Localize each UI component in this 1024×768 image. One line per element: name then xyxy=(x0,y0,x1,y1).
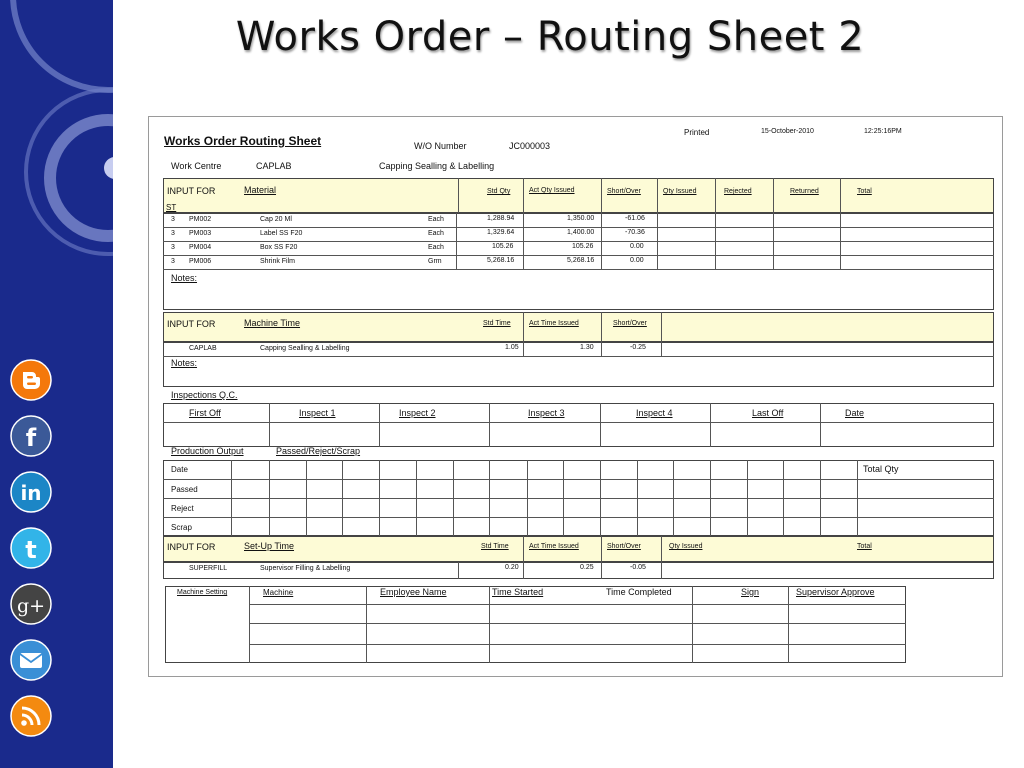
row-std-time: 1.05 xyxy=(505,344,519,351)
material-col-short-over: Short/Over xyxy=(607,188,641,195)
sheet-title: Works Order Routing Sheet xyxy=(164,134,322,148)
material-header-box xyxy=(163,178,994,213)
signoff-col-machine: Machine xyxy=(263,588,294,597)
setup-col-qty-issued: Qty Issued xyxy=(669,543,703,550)
material-col-rejected: Rejected xyxy=(724,188,752,195)
row-std-qty: 105.26 xyxy=(492,243,514,250)
row-act-time: 0.25 xyxy=(580,564,594,571)
machine-col-std-time: Std Time xyxy=(483,320,511,327)
svg-text:t: t xyxy=(25,536,37,564)
material-heading: Material xyxy=(244,185,277,195)
wo-number-value: JC000003 xyxy=(509,141,551,151)
setup-col-act-time: Act Time Issued xyxy=(529,543,579,550)
row-std-time: 0.20 xyxy=(505,564,519,571)
machine-col-short-over: Short/Over xyxy=(613,320,647,327)
machine-col-act-time: Act Time Issued xyxy=(529,320,579,327)
inspection-col-inspect-3: Inspect 3 xyxy=(528,408,565,418)
row-short-over: -61.06 xyxy=(625,215,645,222)
signoff-col-sign: Sign xyxy=(741,587,760,597)
rss-icon[interactable] xyxy=(10,695,52,737)
row-desc: Cap 20 Ml xyxy=(260,216,292,223)
row-short-over: -70.36 xyxy=(625,229,645,236)
production-row-passed: Passed xyxy=(171,485,198,494)
row-desc: Supervisor Filling & Labelling xyxy=(260,565,351,572)
setup-heading: Set-Up Time xyxy=(244,541,295,551)
facebook-icon[interactable] xyxy=(10,415,52,457)
printed-date: 15-October-2010 xyxy=(761,128,814,135)
row-act-qty: 105.26 xyxy=(572,243,594,250)
setup-col-short-over: Short/Over xyxy=(607,543,641,550)
material-notes-label: Notes: xyxy=(171,273,198,283)
linkedin-icon[interactable] xyxy=(10,471,52,513)
inspections-table xyxy=(163,403,994,447)
blogger-icon[interactable] xyxy=(10,359,52,401)
setup-input-for: INPUT FOR xyxy=(167,542,216,552)
slide-title: Works Order – Routing Sheet 2 xyxy=(235,14,865,60)
material-col-total: Total xyxy=(857,188,872,195)
row-act-qty: 1,400.00 xyxy=(567,229,595,236)
work-centre-label: Work Centre xyxy=(171,161,222,171)
row-act-time: 1.30 xyxy=(580,344,594,351)
inspection-col-inspect-1: Inspect 1 xyxy=(299,408,336,418)
machine-input-for: INPUT FOR xyxy=(167,319,216,329)
wo-number-label: W/O Number xyxy=(414,141,467,151)
row-uom: Grm xyxy=(428,258,442,265)
row-desc: Capping Sealling & Labelling xyxy=(260,345,350,352)
decorative-rings xyxy=(0,0,113,290)
row-seq: 3 xyxy=(171,216,175,223)
work-centre-desc: Capping Sealling & Labelling xyxy=(379,161,495,171)
row-code: PM002 xyxy=(189,216,212,223)
row-std-qty: 1,288.94 xyxy=(487,215,515,222)
work-centre-code: CAPLAB xyxy=(256,161,292,171)
google-plus-icon[interactable] xyxy=(10,583,52,625)
signoff-col-time-completed: Time Completed xyxy=(606,587,672,597)
row-desc: Box SS F20 xyxy=(260,244,298,251)
material-col-qty-issued: Qty Issued xyxy=(663,188,697,195)
row-code: CAPLAB xyxy=(189,345,217,352)
row-seq: 3 xyxy=(171,244,175,251)
machine-notes-label: Notes: xyxy=(171,358,198,368)
row-seq: 3 xyxy=(171,258,175,265)
printed-label: Printed xyxy=(684,128,710,137)
printed-time: 12:25:16PM xyxy=(864,128,902,135)
inspection-col-inspect-4: Inspect 4 xyxy=(636,408,673,418)
row-short-over: 0.00 xyxy=(630,243,644,250)
setup-col-std-time: Std Time xyxy=(481,543,509,550)
machine-heading: Machine Time xyxy=(244,318,301,328)
setup-col-total: Total xyxy=(857,543,872,550)
row-std-qty: 1,329.64 xyxy=(487,229,515,236)
svg-text:g+: g+ xyxy=(16,595,46,617)
row-code: PM004 xyxy=(189,244,212,251)
signoff-col-time-started: Time Started xyxy=(492,587,544,597)
inspection-col-inspect-2: Inspect 2 xyxy=(399,408,436,418)
row-seq: 3 xyxy=(171,230,175,237)
row-desc: Shrink Film xyxy=(260,258,296,265)
material-input-for: INPUT FOR xyxy=(167,186,216,196)
twitter-icon[interactable] xyxy=(10,527,52,569)
production-total-qty-label: Total Qty xyxy=(863,464,899,474)
row-uom: Each xyxy=(428,230,444,237)
row-act-qty: 5,268.16 xyxy=(567,257,595,264)
inspection-col-first-off: First Off xyxy=(189,408,221,418)
inspection-col-date: Date xyxy=(845,408,865,418)
signoff-col-machine-setting: Machine Setting xyxy=(177,589,228,596)
signoff-col-supervisor-approve: Supervisor Approve xyxy=(796,587,875,597)
material-col-returned: Returned xyxy=(790,188,819,195)
material-col-std-qty: Std Qty xyxy=(487,188,511,195)
production-heading: Production Output xyxy=(171,446,244,456)
row-desc: Label SS F20 xyxy=(260,230,303,237)
row-std-qty: 5,268.16 xyxy=(487,257,515,264)
production-row-reject: Reject xyxy=(171,504,194,513)
routing-sheet xyxy=(148,116,1003,677)
row-short-over: -0.25 xyxy=(630,344,646,351)
svg-text:f: f xyxy=(25,424,37,452)
row-uom: Each xyxy=(428,244,444,251)
inspections-heading: Inspections Q.C. xyxy=(171,390,238,400)
production-subheading: Passed/Reject/Scrap xyxy=(276,446,361,456)
material-col-act-qty-issued: Act Qty Issued xyxy=(529,187,575,194)
svg-text:in: in xyxy=(20,481,42,505)
row-code: PM006 xyxy=(189,258,212,265)
sidebar xyxy=(0,0,113,768)
material-st-label: ST xyxy=(166,203,177,212)
signoff-table xyxy=(165,586,906,663)
signoff-col-employee-name: Employee Name xyxy=(380,587,447,597)
row-short-over: -0.05 xyxy=(630,564,646,571)
production-row-date: Date xyxy=(171,465,188,474)
email-icon[interactable] xyxy=(10,639,52,681)
row-code: PM003 xyxy=(189,230,212,237)
row-uom: Each xyxy=(428,216,444,223)
row-act-qty: 1,350.00 xyxy=(567,215,595,222)
production-row-scrap: Scrap xyxy=(171,523,192,532)
inspection-col-last-off: Last Off xyxy=(752,408,784,418)
row-code: SUPERFILL xyxy=(189,565,228,572)
row-short-over: 0.00 xyxy=(630,257,644,264)
